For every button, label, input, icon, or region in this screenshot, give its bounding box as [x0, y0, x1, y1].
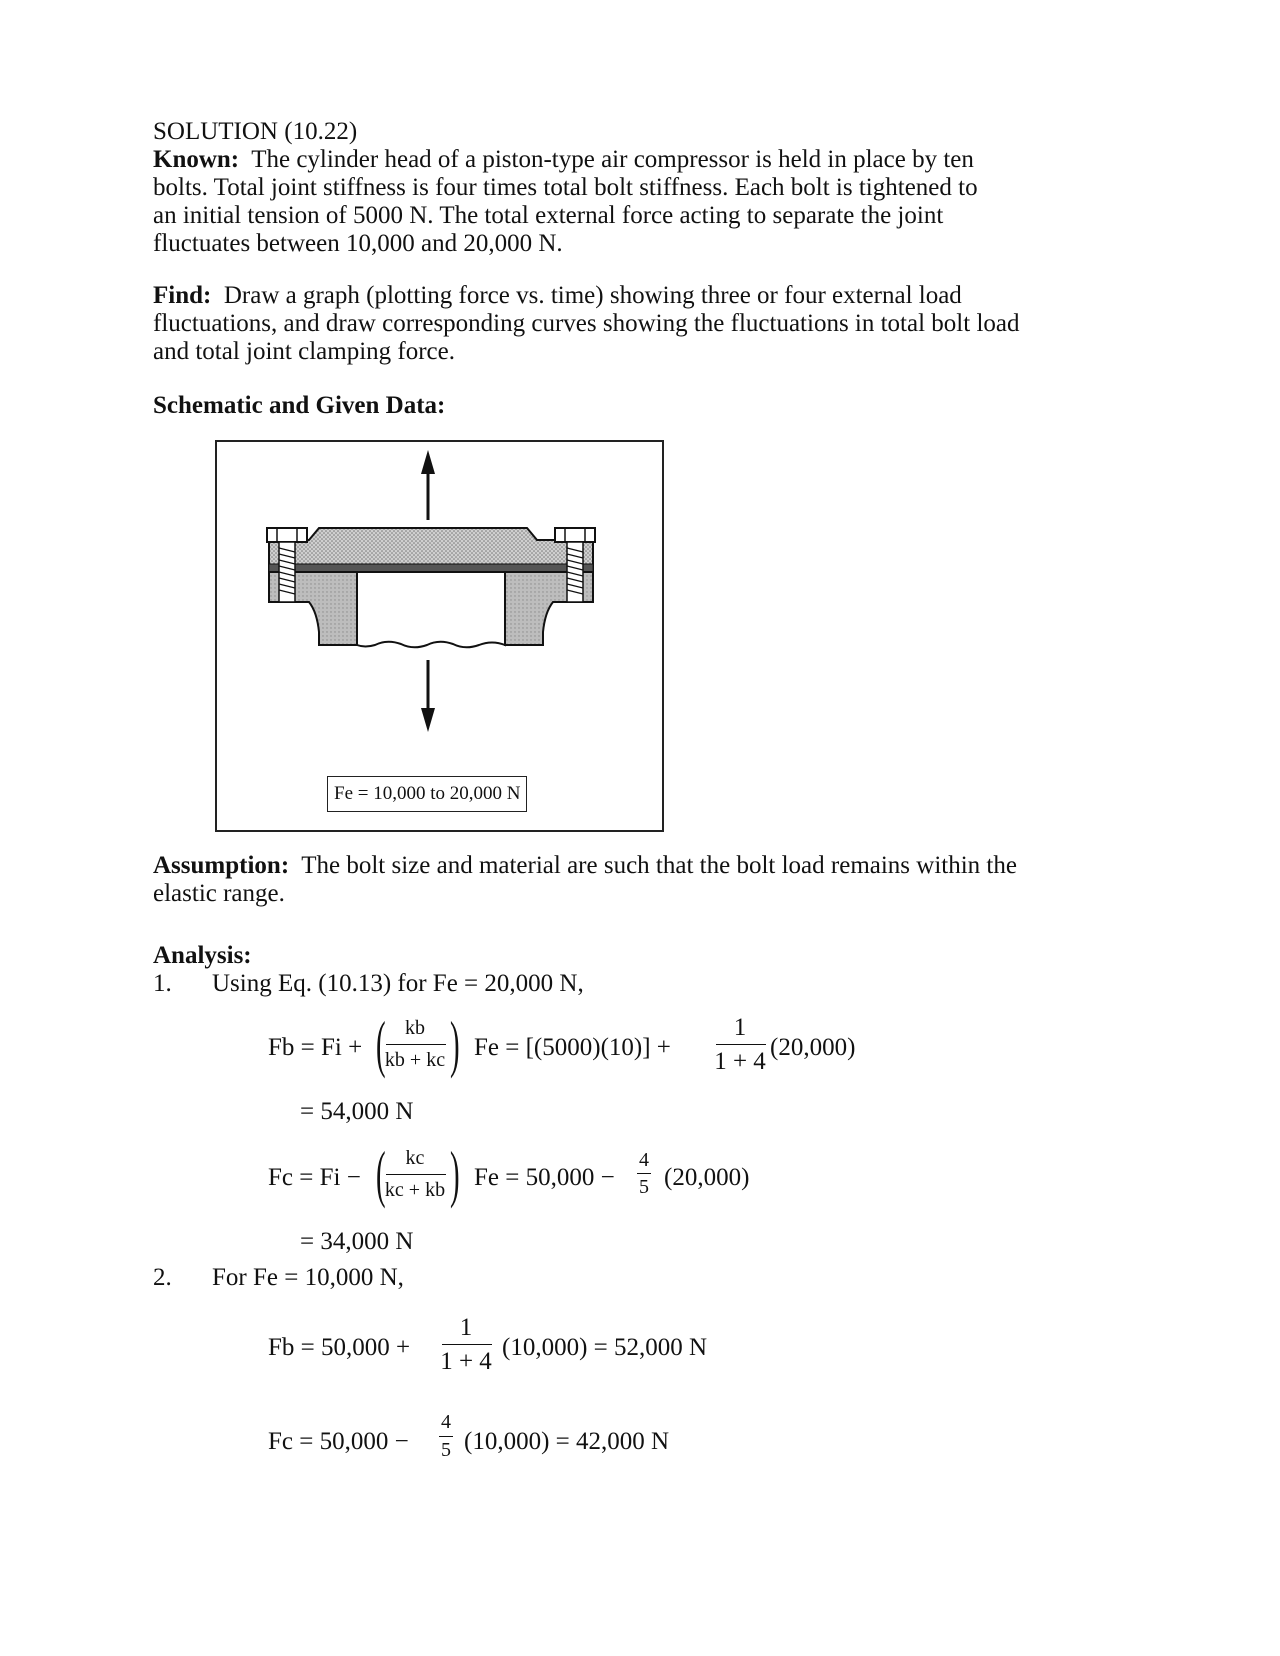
- paren-left: (: [376, 1008, 386, 1079]
- eq-fc-coef-den: 5: [639, 1176, 649, 1198]
- paren-right: ): [450, 1138, 460, 1209]
- eq-fb-lhs: Fb = Fi +: [268, 1034, 363, 1061]
- known-label: Known:: [153, 146, 240, 173]
- fraction-bar: [386, 1044, 446, 1045]
- eq-fb2-coef-num: 1: [459, 1314, 473, 1341]
- known-line-4: fluctuates between 10,000 and 20,000 N.: [153, 230, 563, 257]
- step-1-text: Using Eq. (10.13) for Fe = 20,000 N,: [212, 970, 584, 997]
- known-section: [153, 146, 1153, 258]
- find-line-1: Draw a graph (plotting force vs. time) showing three or four external load: [223, 282, 962, 309]
- find-line-2: fluctuations, and draw corresponding curves showing the fluctuations in total bolt load: [153, 310, 1020, 337]
- assumption-section: [153, 852, 1153, 908]
- eq-fb2-tail: (10,000) = 52,000 N: [502, 1334, 708, 1361]
- eq-fb-result: = 54,000 N: [300, 1098, 414, 1125]
- fraction-bar: [442, 1344, 492, 1345]
- known-line-1: The cylinder head of a piston-type air compressor is held in place by ten: [251, 146, 974, 173]
- eq-fc2-coef-den: 5: [441, 1439, 451, 1461]
- eq-fc-frac-den: kc + kb: [384, 1179, 446, 1201]
- eq-fc-frac-num: kc: [405, 1147, 425, 1169]
- cylinder-head-diagram: [217, 442, 662, 830]
- fraction-bar: [716, 1044, 766, 1045]
- step-2-number: 2.: [153, 1264, 172, 1291]
- find-label: Find:: [153, 282, 212, 309]
- find-section: [153, 282, 1153, 366]
- eq-fc2-lhs: Fc = 50,000 −: [268, 1428, 409, 1455]
- eq-fb-mid: Fe = [(5000)(10)] +: [474, 1034, 671, 1061]
- schematic-heading: Schematic and Given Data:: [153, 392, 446, 419]
- schematic-figure: [215, 440, 664, 832]
- external-force-label: Fe = 10,000 to 20,000 N: [327, 776, 527, 812]
- step-1-number: 1.: [153, 970, 172, 997]
- step-2-text: For Fe = 10,000 N,: [212, 1264, 404, 1291]
- paren-right: ): [450, 1008, 460, 1079]
- assumption-label: Assumption:: [153, 852, 290, 879]
- analysis-heading: Analysis:: [153, 942, 252, 969]
- eq-fb-frac-den: kb + kc: [384, 1049, 446, 1071]
- eq-fb-coef-den: 1 + 4: [714, 1048, 766, 1075]
- fraction-bar: [386, 1174, 446, 1175]
- known-line-3: an initial tension of 5000 N. The total external force acting to separate the joint: [153, 202, 944, 229]
- page-title: SOLUTION (10.22): [153, 118, 358, 145]
- known-line-2: bolts. Total joint stiffness is four times total bolt stiffness. Each bolt is tightened to: [153, 174, 978, 201]
- eq-fb-frac-num: kb: [405, 1017, 425, 1039]
- eq-fc2-coef-num: 4: [441, 1411, 451, 1433]
- eq-fc2-tail: (10,000) = 42,000 N: [464, 1428, 670, 1455]
- paren-left: (: [376, 1138, 386, 1209]
- eq-fc-lhs: Fc = Fi −: [268, 1164, 361, 1191]
- eq-fc-coef-num: 4: [639, 1149, 649, 1171]
- eq-fc-result: = 34,000 N: [300, 1228, 414, 1255]
- eq-fb2-coef-den: 1 + 4: [440, 1348, 492, 1375]
- bolt-head-right-icon: [555, 528, 595, 542]
- assumption-line-1: The bolt size and material are such that the bolt load remains within the: [301, 852, 1017, 879]
- bolt-head-left-icon: [267, 528, 307, 542]
- eq-fb-tail: (20,000): [770, 1034, 856, 1061]
- eq-fb-coef-num: 1: [733, 1014, 747, 1041]
- find-line-3: and total joint clamping force.: [153, 338, 455, 365]
- assumption-line-2: elastic range.: [153, 880, 285, 907]
- eq-fc-tail: (20,000): [664, 1164, 750, 1191]
- eq-fb2-lhs: Fb = 50,000 +: [268, 1334, 411, 1361]
- eq-fc-mid: Fe = 50,000 −: [474, 1164, 615, 1191]
